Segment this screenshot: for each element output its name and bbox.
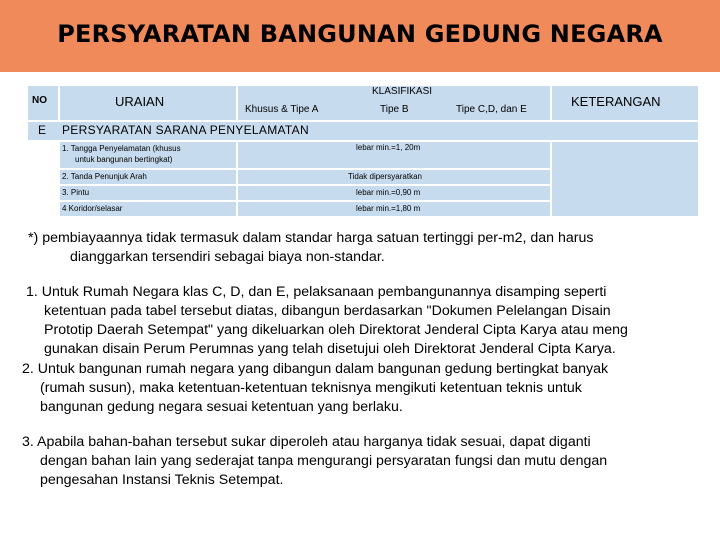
note-line: Prototip Daerah Setempat" yang dikeluarkan oleh Direktorat Jenderal Cipta Karya atau meng [44,322,628,338]
note-2 [22,360,608,417]
note-line: 1. Untuk Rumah Negara klas C, D, dan E, pelaksanaan pembangunannya disamping seperti [26,284,607,300]
note-line: dianggarkan tersendiri sebagai biaya non-standar. [70,249,385,265]
note-line: pengesahan Instansi Teknis Setempat. [40,472,284,488]
note-line: gunakan disain Perum Perumnas yang telah disetujui oleh Direktorat Jenderal Cipta Karya. [44,341,616,357]
row-item-label: 1. Tangga Penyelamatan (khusus [62,144,181,153]
section-label: PERSYARATAN SARANA PENYELAMATAN [62,123,309,137]
page-title: PERSYARATAN BANGUNAN GEDUNG NEGARA [57,20,663,48]
row-value: Tidak dipersyaratkan [348,172,422,181]
note-line: bangunan gedung negara sesuai ketentuan yang berlaku. [40,399,403,415]
row-value: lebar min.=1, 20m [356,143,421,152]
header-tipe-cde: Tipe C,D, dan E [456,104,527,115]
note-line: 3. Apabila bahan-bahan tersebut sukar diperoleh atau harganya tidak sesuai, dapat diganti [22,434,591,450]
note-line: *) pembiayaannya tidak termasuk dalam standar harga satuan tertinggi per-m2, dan harus [28,230,594,246]
row-item-label: 3. Pintu [62,188,90,197]
row-item-label: 2. Tanda Penunjuk Arah [62,172,147,181]
note-line: ketentuan pada tabel tersebut diatas, dibangun berdasarkan "Dokumen Pelelangan Disain [44,303,611,319]
keterangan-cell [552,142,698,216]
header-no: NO [32,95,47,106]
note-3 [22,433,607,490]
note-1 [26,283,628,359]
row-item-label: untuk bangunan bertingkat) [75,155,173,164]
row-item-label: 4 Koridor/selasar [62,204,123,213]
header-khusus-tipe-a: Khusus & Tipe A [245,104,319,115]
header-keterangan: KETERANGAN [571,94,661,109]
note-line: 2. Untuk bangunan rumah negara yang dibangun dalam bangunan gedung bertingkat banyak [22,361,609,377]
header-uraian: URAIAN [115,94,165,109]
section-letter: E [38,123,47,137]
header-tipe-b: Tipe B [380,104,409,115]
header-klasifikasi: KLASIFIKASI [372,86,433,97]
note-line: (rumah susun), maka ketentuan-ketentuan teknisnya mengikuti ketentuan teknis untuk [40,380,582,396]
row-value: lebar min.=1,80 m [356,204,421,213]
note-line: dengan bahan lain yang sederajat tanpa mengurangi persyaratan fungsi dan mutu dengan [40,453,608,469]
row-value: lebar min.=0,90 m [356,188,421,197]
note-asterisk [28,229,593,267]
